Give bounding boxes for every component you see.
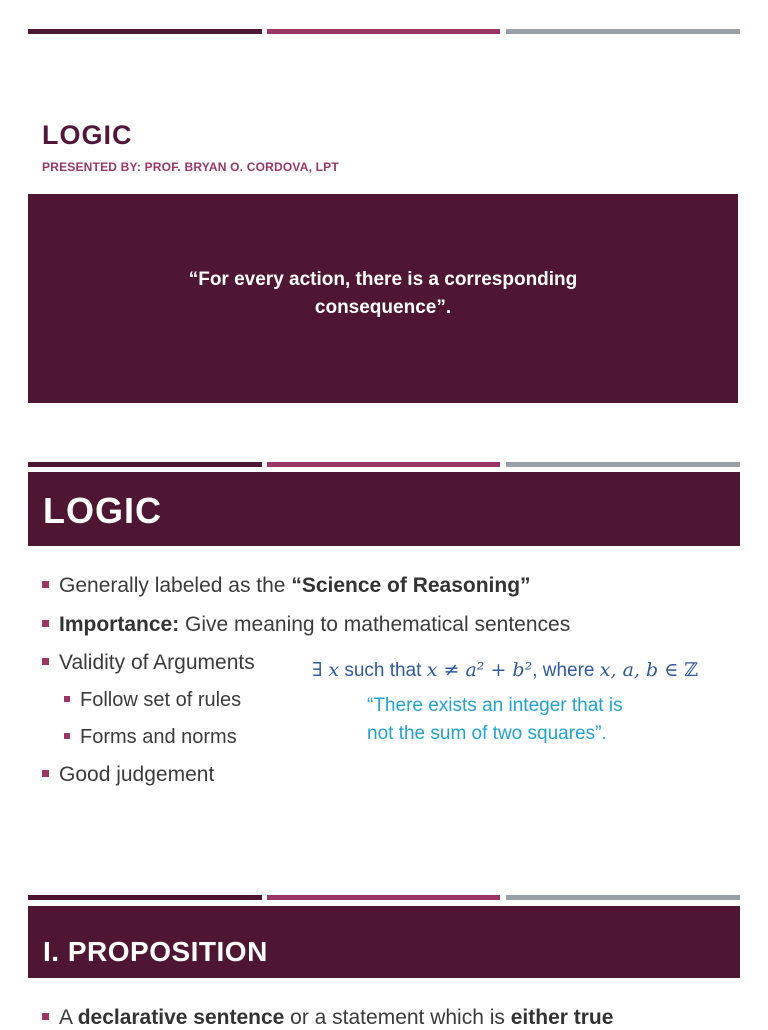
accent-bar-plum (28, 29, 262, 34)
bullet-proposition-definition: A declarative sentence or a statement which is either true (42, 1006, 613, 1030)
accent-bar-magenta (267, 895, 500, 900)
slide2-title: LOGIC (43, 490, 162, 531)
bullet-emphasis: Importance: (59, 613, 180, 636)
slide2-accent-bars (28, 462, 740, 467)
accent-bar-magenta (267, 462, 500, 467)
quote-line-1: “For every action, there is a corresponding (188, 269, 578, 290)
accent-bar-plum (28, 895, 262, 900)
quote-panel (28, 194, 738, 403)
slide3-header (28, 906, 740, 978)
accent-bar-magenta (267, 29, 500, 34)
bullet-marker (42, 1013, 49, 1020)
subbullet-forms: Forms and norms (64, 726, 237, 749)
subbullet-rules: Follow set of rules (64, 689, 241, 712)
quote-text (28, 266, 738, 322)
accent-bar-gray (506, 462, 740, 467)
bullet-validity: Validity of Arguments (42, 651, 255, 675)
slide1-presenter: PRESENTED BY: PROF. BRYAN O. CORDOVA, LPT (42, 160, 339, 174)
slide1-title: LOGIC (42, 120, 133, 150)
quote-line-2: consequence”. (314, 297, 452, 318)
bullet-marker (64, 733, 70, 739)
slide3-title: I. PROPOSITION (43, 936, 268, 967)
top-accent-bars (28, 29, 740, 34)
bullet-marker (42, 581, 49, 588)
accent-bar-gray (506, 29, 740, 34)
bullet-science-of-reasoning: Generally labeled as the “Science of Reasoning” (42, 574, 531, 598)
bullet-emphasis: “Science of Reasoning” (291, 574, 531, 597)
bullet-importance: Importance: Give meaning to mathematical sentences (42, 613, 570, 637)
math-translation: “There exists an integer that is not the sum of two squares”. (367, 695, 623, 744)
bullet-judgement: Good judgement (42, 763, 214, 787)
slide2-header (28, 472, 740, 546)
math-statement: ∃ x such that x ≠ a² + b², where x, a, b ∈ ℤ (312, 659, 699, 681)
bullet-marker (42, 658, 49, 665)
bullet-marker (64, 696, 70, 702)
slide3-accent-bars (28, 895, 740, 900)
accent-bar-gray (506, 895, 740, 900)
bullet-marker (42, 770, 49, 777)
bullet-marker (42, 620, 49, 627)
accent-bar-plum (28, 462, 262, 467)
